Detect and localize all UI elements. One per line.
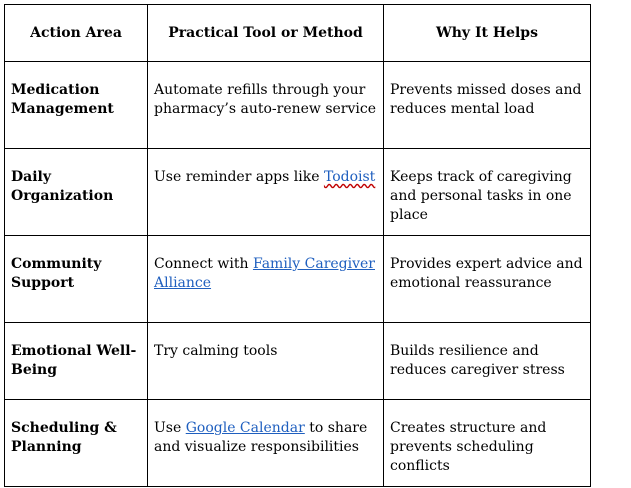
why-cell: Provides expert advice and emotional reassurance: [390, 256, 583, 291]
tool-cell: [154, 323, 377, 361]
tool-cell: [154, 149, 377, 187]
table-row: [5, 323, 591, 400]
action-area-cell: Community Support: [11, 256, 102, 291]
why-cell: Keeps track of caregiving and personal tasks in one place: [390, 169, 572, 223]
why-cell: Prevents missed doses and reduces mental load: [390, 82, 582, 117]
family-caregiver-alliance-link[interactable]: Family Caregiver Alliance: [154, 256, 375, 291]
action-area-cell: Medication Management: [11, 82, 114, 117]
why-cell: Builds resilience and reduces caregiver stress: [390, 343, 565, 378]
header-row: [5, 5, 591, 62]
table-row: [5, 149, 591, 236]
table-row: [5, 400, 591, 487]
header-action-area: Action Area: [5, 5, 148, 62]
tool-text: Connect with: [154, 256, 253, 272]
tool-text-suffix: to share and visualize responsibilities: [154, 420, 368, 455]
tool-cell: [154, 62, 377, 119]
tool-text: Use: [154, 420, 186, 436]
tool-cell: [154, 400, 377, 457]
action-table: [4, 4, 591, 487]
header-tool: Practical Tool or Method: [148, 5, 384, 62]
table-row: [5, 62, 591, 149]
action-area-cell: Scheduling & Planning: [11, 420, 117, 455]
why-cell: Creates structure and prevents scheduling conflicts: [390, 420, 547, 474]
tool-text: Use reminder apps like: [154, 169, 324, 185]
tool-text: Automate refills through your pharmacy’s auto-renew service: [154, 82, 377, 117]
action-area-cell: Emotional Well-Being: [11, 343, 137, 378]
action-area-cell: Daily Organization: [11, 169, 114, 204]
google-calendar-link[interactable]: Google Calendar: [185, 420, 305, 436]
tool-cell: [154, 236, 377, 293]
table-row: [5, 236, 591, 323]
tool-text: Try calming tools: [154, 343, 278, 359]
todoist-link[interactable]: Todoist: [323, 169, 376, 185]
header-why: Why It Helps: [384, 5, 591, 62]
